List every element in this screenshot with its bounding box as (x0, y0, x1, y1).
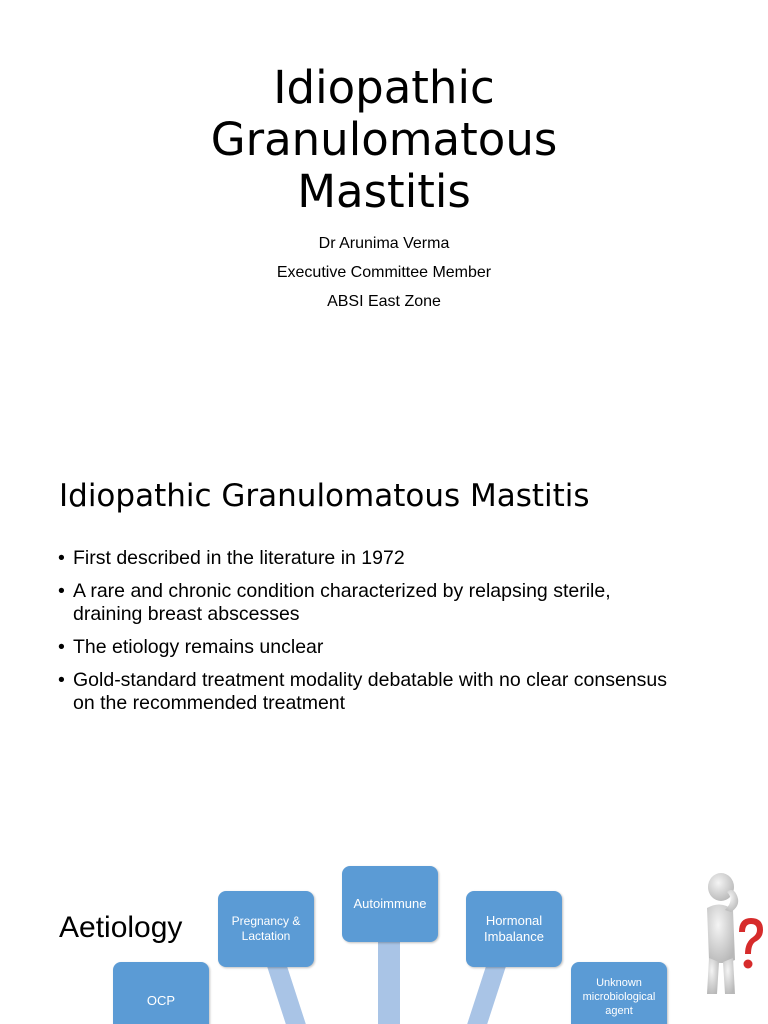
cause-box-pregnancy (218, 891, 314, 967)
cause-box-hormonal (466, 891, 562, 967)
bullet-item (58, 547, 718, 570)
cause-label: Autoimmune (353, 896, 427, 911)
cause-label: Imbalance (484, 929, 544, 944)
bullet-marker: • (58, 580, 65, 602)
cause-box-autoimmune (342, 866, 438, 942)
slide-subtitle (0, 229, 768, 316)
title-slide (0, 0, 768, 410)
slide-heading: Aetiology (59, 911, 183, 944)
bullet-text: on the recommended treatment (73, 692, 346, 714)
cause-box-unknown (571, 962, 667, 1024)
bullet-text: The etiology remains unclear (73, 636, 324, 658)
person-head (708, 873, 734, 901)
cause-label: Lactation (241, 929, 291, 943)
cause-label: OCP (146, 992, 176, 1008)
question-mark-icon (739, 918, 763, 969)
bullet-marker: • (58, 669, 65, 691)
bullet-text: Gold-standard treatment modality debatable with no clear consensus (73, 669, 667, 691)
title-line: Idiopathic (273, 61, 495, 114)
author-name: Dr Arunima Verma (318, 235, 450, 252)
connector-hormonal (462, 960, 508, 1024)
bullet-text: First described in the literature in 1972 (73, 547, 405, 569)
cause-label: Hormonal (485, 913, 543, 928)
aetiology-slide (0, 830, 768, 1024)
bullet-marker: • (58, 636, 65, 658)
overview-slide (0, 410, 768, 830)
cause-label: Pregnancy & (231, 914, 301, 928)
title-line: Mastitis (297, 165, 471, 218)
person-leg (707, 958, 719, 994)
bullet-text: A rare and chronic condition characterized by relapsing sterile, (73, 580, 611, 602)
bullet-item (58, 636, 718, 659)
bullet-text: draining breast abscesses (73, 603, 300, 625)
cause-label: microbiological (582, 991, 656, 1003)
slide-heading: Idiopathic Granulomatous Mastitis (59, 478, 590, 514)
author-organisation: ABSI East Zone (327, 293, 441, 310)
thinking-person-icon (695, 870, 765, 1000)
cause-label: Unknown (596, 977, 642, 989)
bullet-item (58, 580, 718, 626)
title-line: Granulomatous (210, 113, 558, 166)
connector-pregnancy (265, 960, 311, 1024)
cause-box-ocp (113, 962, 209, 1024)
bullet-list (58, 547, 718, 725)
person-body (707, 904, 735, 963)
bullet-marker: • (58, 547, 65, 569)
connector-autoimmune (378, 940, 400, 1024)
bullet-item (58, 669, 718, 715)
cause-label: agent (605, 1005, 633, 1017)
slide-title (0, 62, 768, 218)
person-leg (723, 958, 735, 994)
author-role: Executive Committee Member (276, 264, 492, 281)
